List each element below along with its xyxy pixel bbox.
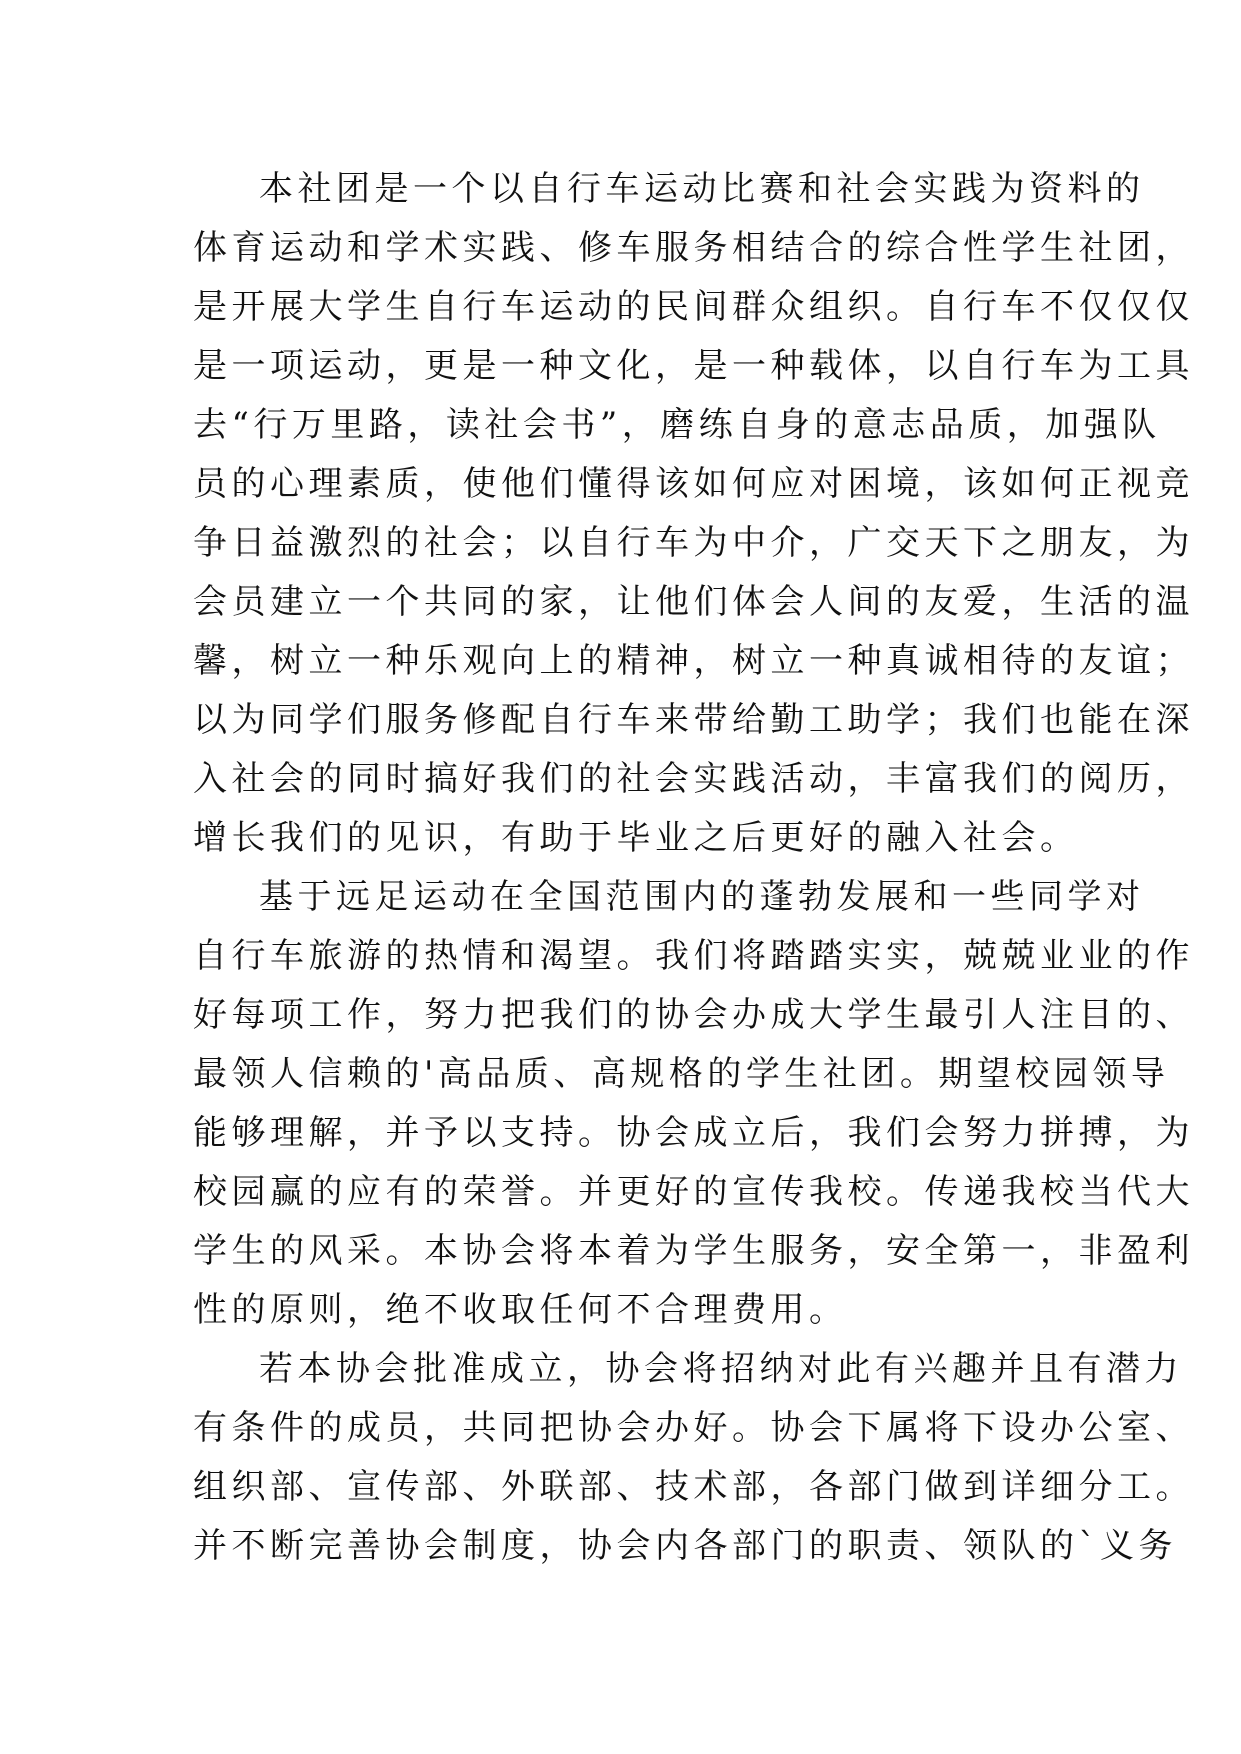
- text-line: 体育运动和学术实践、修车服务相结合的综合性学生社团，: [193, 228, 1194, 268]
- paragraph-3: [193, 1340, 1194, 1576]
- text-line: 会员建立一个共同的家，让他们体会人间的友爱，生活的温: [193, 582, 1194, 622]
- text-line: 最领人信赖的'高品质、高规格的学生社团。期望校园领导: [193, 1054, 1170, 1094]
- text-line: 学生的风采。本协会将本着为学生服务，安全第一，非盈利: [193, 1231, 1194, 1271]
- text-line: 员的心理素质，使他们懂得该如何应对困境，该如何正视竞: [193, 464, 1194, 504]
- text-line: 去“行万里路，读社会书”，磨练自身的意志品质，加强队: [193, 405, 1161, 445]
- text-line: 自行车旅游的热情和渴望。我们将踏踏实实，兢兢业业的作: [193, 936, 1194, 976]
- text-line: 有条件的成员，共同把协会办好。协会下属将下设办公室、: [193, 1408, 1194, 1448]
- text-line: 基于远足运动在全国范围内的蓬勃发展和一些同学对: [259, 877, 1145, 917]
- text-line: 增长我们的见识，有助于毕业之后更好的融入社会。: [193, 818, 1079, 858]
- text-line: 能够理解，并予以支持。协会成立后，我们会努力拼搏，为: [193, 1113, 1194, 1153]
- text-line: 组织部、宣传部、外联部、技术部，各部门做到详细分工。: [193, 1467, 1194, 1507]
- text-line: 以为同学们服务修配自行车来带给勤工助学；我们也能在深: [193, 700, 1194, 740]
- text-line: 争日益激烈的社会；以自行车为中介，广交天下之朋友，为: [193, 523, 1194, 563]
- document-body: [193, 160, 1194, 1576]
- text-line: 是一项运动，更是一种文化，是一种载体，以自行车为工具: [193, 346, 1194, 386]
- text-line: 好每项工作，努力把我们的协会办成大学生最引人注目的、: [193, 995, 1194, 1035]
- paragraph-2: [193, 868, 1194, 1340]
- text-line: 校园赢的应有的荣誉。并更好的宣传我校。传递我校当代大: [193, 1172, 1194, 1212]
- text-line: 馨，树立一种乐观向上的精神，树立一种真诚相待的友谊；: [193, 641, 1194, 681]
- text-line: 并不断完善协会制度，协会内各部门的职责、领队的`义务: [193, 1526, 1177, 1566]
- text-line: 入社会的同时搞好我们的社会实践活动，丰富我们的阅历，: [193, 759, 1194, 799]
- text-line: 若本协会批准成立，协会将招纳对此有兴趣并且有潜力: [259, 1349, 1183, 1389]
- text-line: 性的原则，绝不收取任何不合理费用。: [193, 1290, 848, 1330]
- paragraph-1: [193, 160, 1194, 868]
- text-line: 是开展大学生自行车运动的民间群众组织。自行车不仅仅仅: [193, 287, 1194, 327]
- text-line: 本社团是一个以自行车运动比赛和社会实践为资料的: [259, 169, 1145, 209]
